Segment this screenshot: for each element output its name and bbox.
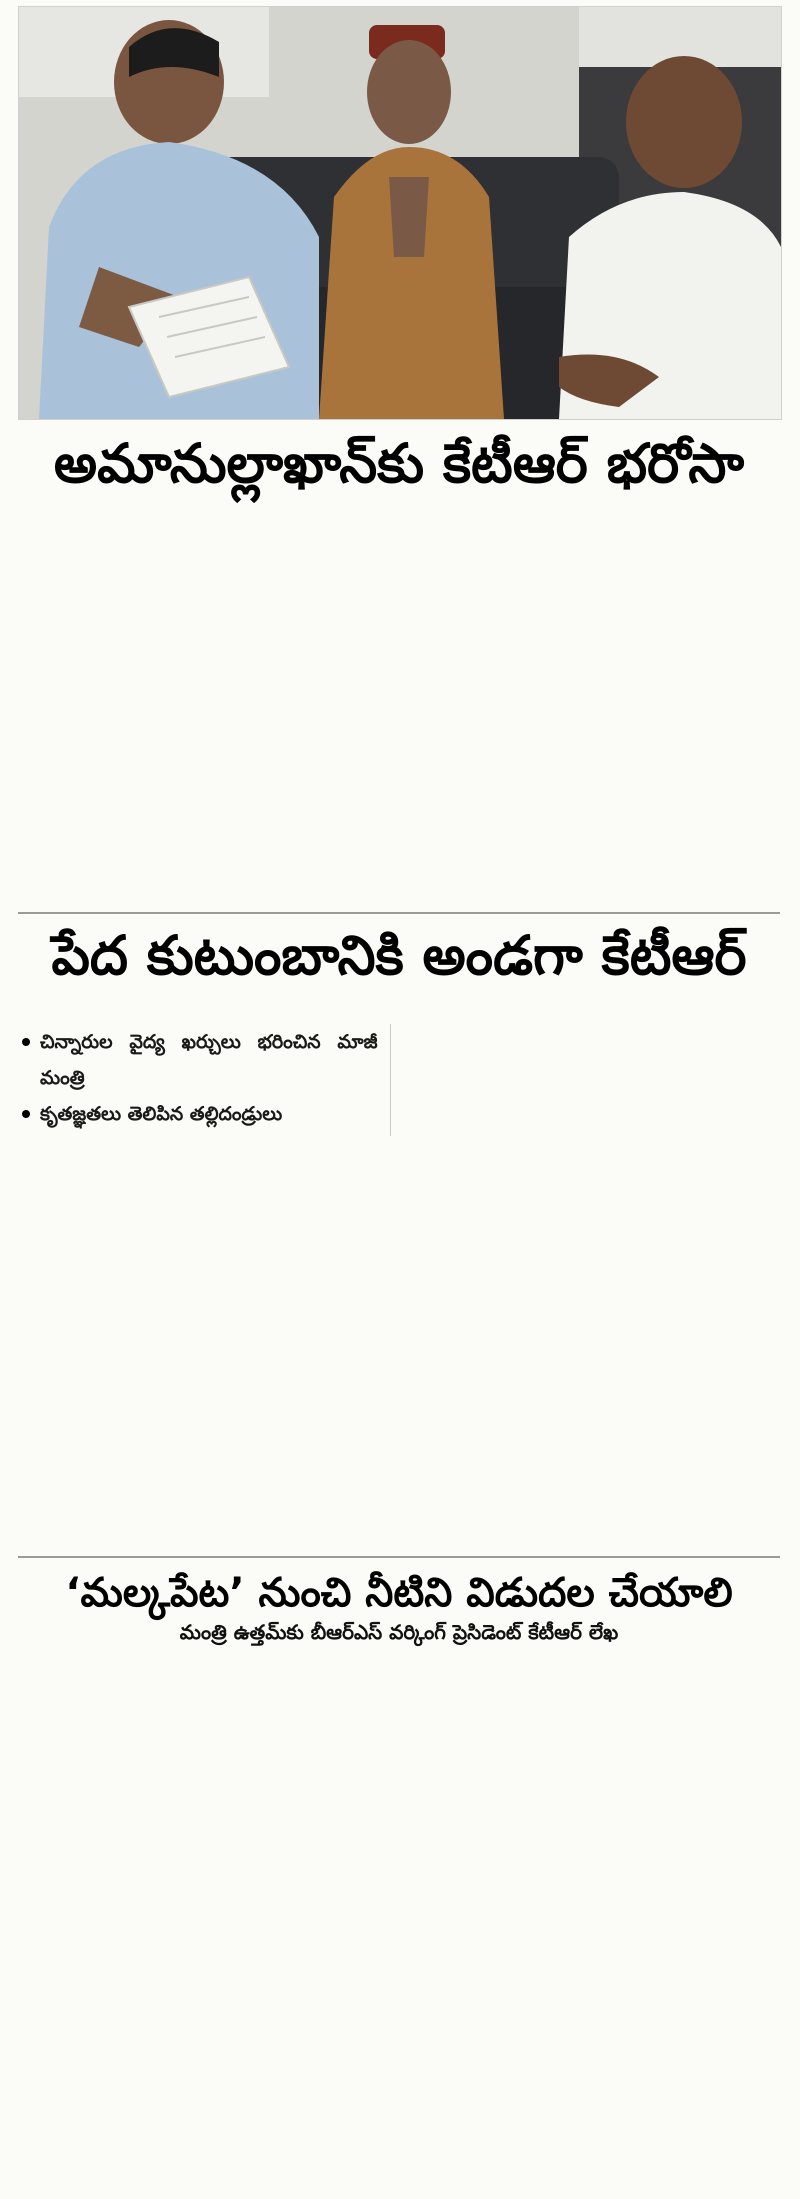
article-3-subhead: మంత్రి ఉత్తమ్‌కు బీఆర్ఎస్ వర్కింగ్ ప్రెసిడెంట్ కేటీఆర్ లేఖ [179,1620,619,1644]
article-2-headline: పేద కుటుంబానికి అండగా కేటీఆర్ [51,924,747,987]
article-2-column-right [409,1024,780,1136]
article-3-body [18,1690,780,2180]
news-photo [18,6,782,420]
article-1-body [18,520,780,900]
article-2-column-left [18,1024,391,1136]
article-1-headline: అమానుల్లాఖాన్‌కు కేటీఆర్ భరోసా [53,432,745,495]
article-2-body [18,1024,780,1534]
article-2-highlights [18,1024,378,1132]
article-3-header [18,1572,780,1672]
section-divider [18,912,780,914]
article-2-highlight: చిన్నారుల వైద్య ఖర్చులు భరించిన మాజీ మంత్రి [18,1024,378,1096]
article-3-headline: ‘మల్కపేట’ నుంచి నీటిని విడుదల చేయాలి [65,1570,733,1616]
article-2-header [18,924,780,1008]
article-1-header [18,432,780,516]
photo-illustration [19,7,781,419]
article-2-highlight: కృతజ్ఞతలు తెలిపిన తల్లిదండ్రులు [18,1096,378,1132]
section-divider [18,1556,780,1558]
